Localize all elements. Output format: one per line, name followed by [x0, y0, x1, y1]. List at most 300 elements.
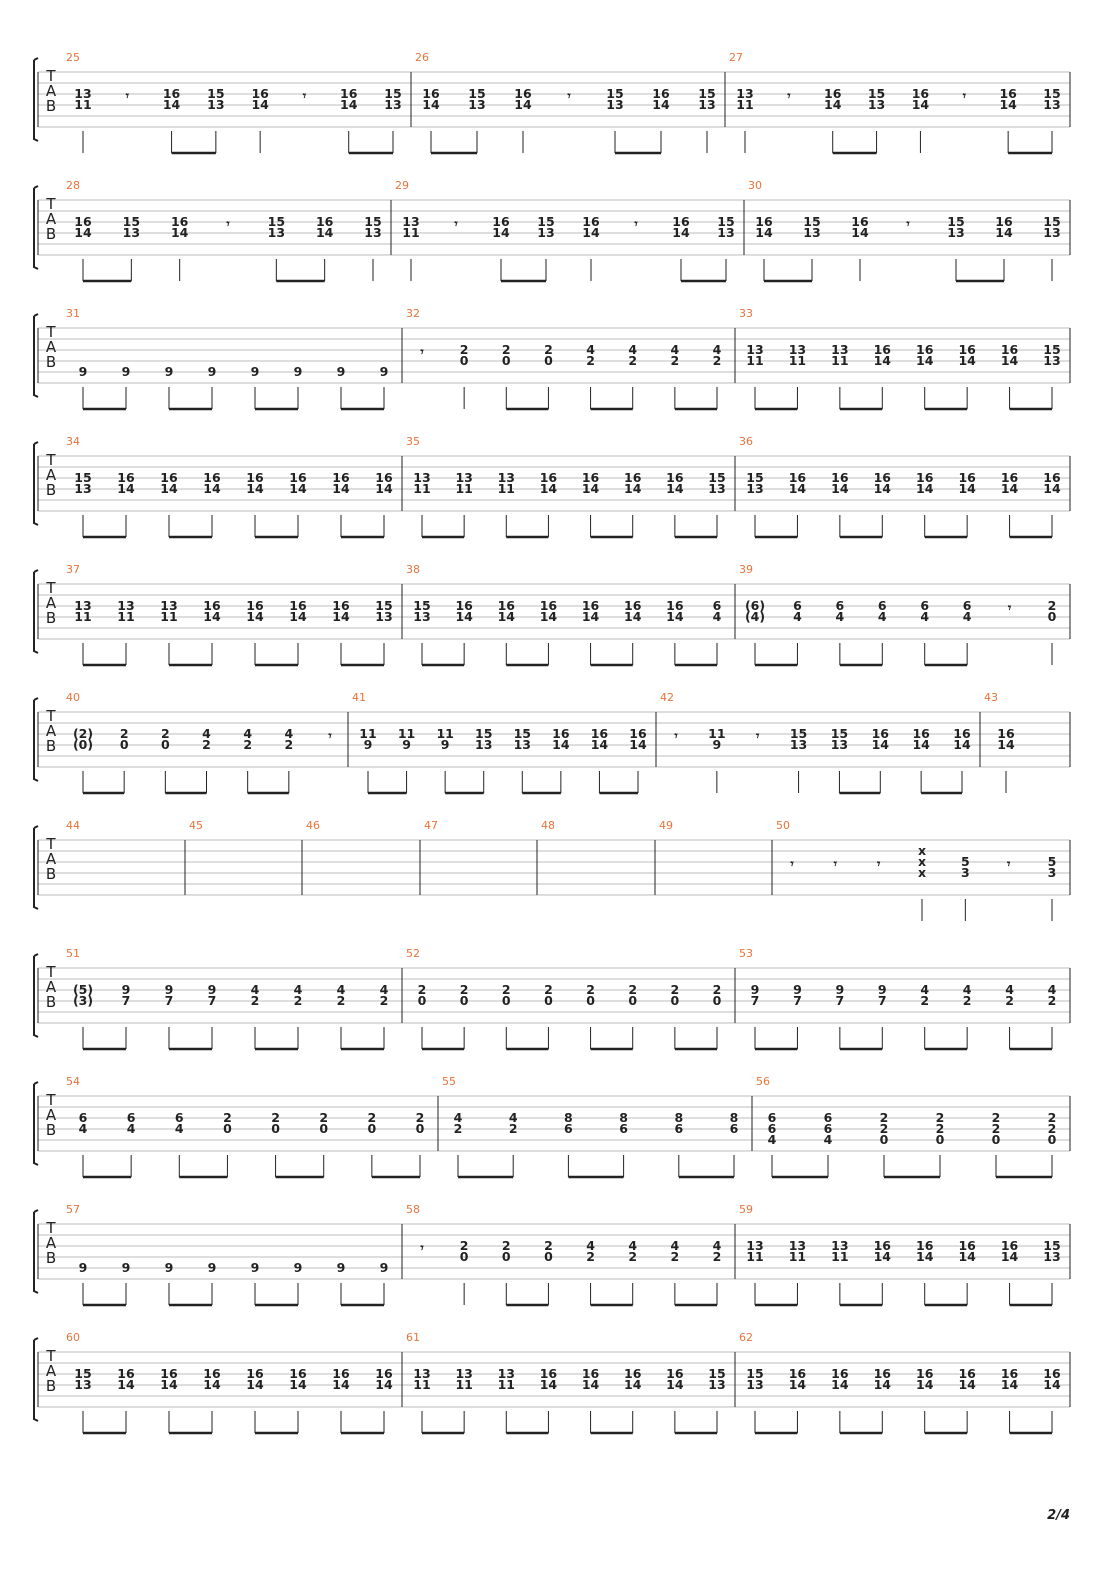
measure-number: 54: [66, 1075, 80, 1088]
eighth-rest: 𝄾: [833, 856, 837, 871]
fret-number: 4: [712, 609, 722, 624]
fret-number: 16: [788, 470, 807, 485]
fret-number: 2: [1047, 1110, 1057, 1125]
fret-number: 15: [122, 214, 141, 229]
fret-number: 11: [413, 1377, 431, 1392]
fret-number: 14: [916, 1249, 934, 1264]
fret-number: 16: [74, 214, 92, 229]
fret-number: 4: [1005, 982, 1014, 997]
fret-number: 4: [174, 1121, 184, 1136]
fret-number: 6: [835, 598, 845, 613]
fret-number: 11: [74, 97, 92, 112]
fret-number: 16: [624, 598, 642, 613]
fret-number: 15: [364, 214, 382, 229]
fret-number: (3): [72, 993, 94, 1008]
fret-number: 2: [1047, 993, 1057, 1008]
fret-number: 8: [619, 1110, 628, 1125]
fret-number: 14: [340, 97, 358, 112]
fret-number: 13: [746, 1377, 764, 1392]
fret-number: 4: [586, 1238, 595, 1253]
fret-number: 16: [916, 470, 934, 485]
fret-number: 0: [223, 1121, 232, 1136]
fret-number: 13: [606, 97, 624, 112]
fret-number: 4: [962, 982, 972, 997]
system-bracket: [34, 1338, 38, 1421]
fret-number: 14: [916, 481, 934, 496]
fret-number: 16: [422, 86, 440, 101]
fret-number: 7: [750, 993, 760, 1008]
fret-number: 4: [835, 609, 845, 624]
fret-number: 14: [375, 1377, 393, 1392]
fret-number: 13: [267, 225, 286, 240]
fret-number: 14: [332, 1377, 350, 1392]
tab-system: [34, 179, 1070, 281]
tab-clef-letter: B: [45, 865, 57, 883]
system-bracket: [34, 1210, 38, 1293]
measure: [424, 819, 438, 832]
fret-number: 4: [670, 342, 680, 357]
fret-number: 14: [160, 481, 178, 496]
fret-number: 16: [916, 1366, 934, 1381]
fret-number: 6: [564, 1121, 573, 1136]
fret-number: 16: [666, 1366, 684, 1381]
fret-number: 9: [336, 1260, 346, 1275]
measure-number: 40: [66, 691, 80, 704]
fret-number: 0: [367, 1121, 377, 1136]
fret-number: 2: [367, 1110, 377, 1125]
fret-number: 9: [121, 1260, 131, 1275]
measure-number: 41: [352, 691, 366, 704]
fret-number: 0: [319, 1121, 329, 1136]
fret-number: 2: [991, 1121, 1001, 1136]
fret-number: 14: [788, 481, 807, 496]
fret-number: 15: [867, 86, 886, 101]
fret-number: 14: [788, 1377, 807, 1392]
fret-number: 2: [501, 1238, 511, 1253]
measure: [66, 1331, 393, 1433]
fret-number: 13: [789, 737, 808, 752]
fret-number: 14: [755, 225, 773, 240]
fret-number: 14: [203, 1377, 221, 1392]
measure: [406, 435, 726, 537]
system-bracket: [34, 1082, 38, 1165]
fret-number: 2: [935, 1110, 945, 1125]
fret-number: 16: [160, 470, 178, 485]
fret-number: 16: [1000, 1366, 1019, 1381]
fret-number: 11: [455, 1377, 473, 1392]
fret-number: 2: [628, 353, 638, 368]
fret-number: 14: [332, 481, 350, 496]
fret-number: 14: [912, 737, 930, 752]
fret-number: 14: [582, 225, 600, 240]
fret-number: 6: [793, 598, 802, 613]
measure: [306, 819, 320, 832]
fret-number: 2: [459, 1238, 469, 1253]
fret-number: 16: [246, 1366, 264, 1381]
fret-number: (0): [72, 737, 94, 752]
fret-number: 16: [332, 470, 350, 485]
fret-number: 13: [74, 86, 92, 101]
measure-number: 42: [660, 691, 674, 704]
fret-number: 16: [289, 1366, 307, 1381]
fret-number: 2: [586, 1249, 595, 1264]
tab-system: [34, 1075, 1070, 1177]
measure-number: 33: [739, 307, 753, 320]
fret-number: 9: [293, 364, 303, 379]
fret-number: 11: [74, 609, 92, 624]
measure-number: 48: [541, 819, 555, 832]
fret-number: 13: [698, 97, 716, 112]
fret-number: 9: [712, 737, 722, 752]
fret-number: 14: [911, 97, 930, 112]
tab-clef-letter: B: [45, 1121, 57, 1139]
fret-number: 9: [78, 364, 88, 379]
fret-number: 11: [788, 1249, 807, 1264]
fret-number: 13: [364, 225, 382, 240]
fret-number: 2: [879, 1110, 889, 1125]
fret-number: 16: [1000, 1238, 1019, 1253]
measure-number: 61: [406, 1331, 420, 1344]
fret-number: 14: [117, 1377, 135, 1392]
measure: [541, 819, 555, 832]
fret-number: 2: [160, 726, 170, 741]
fret-number: 16: [315, 214, 334, 229]
fret-number: 16: [492, 214, 510, 229]
fret-number: 16: [666, 598, 684, 613]
measure-number: 31: [66, 307, 80, 320]
fret-number: 14: [916, 1377, 934, 1392]
fret-number: 16: [455, 598, 473, 613]
tab-clef-letter: B: [45, 737, 57, 755]
measure: [406, 1331, 726, 1433]
fret-number: 14: [514, 97, 532, 112]
fret-number: 13: [803, 225, 821, 240]
fret-number: 14: [170, 225, 189, 240]
fret-number: 14: [246, 609, 264, 624]
fret-number: 15: [267, 214, 286, 229]
fret-number: 16: [624, 1366, 642, 1381]
tab-system: [34, 435, 1070, 537]
fret-number: 14: [162, 97, 181, 112]
fret-number: 16: [497, 598, 515, 613]
fret-number: 15: [384, 86, 402, 101]
fret-number: 2: [670, 353, 680, 368]
measure: [352, 691, 647, 793]
fret-number: 2: [586, 353, 595, 368]
measure-number: 58: [406, 1203, 420, 1216]
fret-number: 6: [767, 1121, 777, 1136]
fret-number: 15: [468, 86, 486, 101]
system-bracket: [34, 954, 38, 1037]
fret-number: 14: [315, 225, 334, 240]
fret-number: 16: [916, 342, 934, 357]
fret-number: 13: [1043, 225, 1061, 240]
fret-number: 13: [122, 225, 141, 240]
fret-number: 13: [117, 598, 135, 613]
fret-number: 4: [712, 342, 722, 357]
fret-number: 14: [289, 1377, 307, 1392]
measure-number: 47: [424, 819, 438, 832]
fret-number: 14: [672, 225, 690, 240]
fret-number: x: [917, 865, 927, 880]
fret-number: 2: [991, 1110, 1001, 1125]
system-bracket: [34, 570, 38, 653]
fret-number: 16: [289, 470, 307, 485]
fret-number: 2: [935, 1121, 945, 1136]
fret-number: 16: [755, 214, 773, 229]
eighth-rest: 𝄾: [226, 216, 230, 231]
fret-number: 14: [958, 1249, 976, 1264]
fret-number: 9: [164, 364, 174, 379]
fret-number: 2: [453, 1121, 463, 1136]
tab-clef-letter: A: [45, 1106, 57, 1124]
tab-system: [34, 691, 1070, 793]
measure: [66, 1203, 388, 1305]
fret-number: 14: [246, 1377, 264, 1392]
fret-number: 14: [539, 1377, 558, 1392]
fret-number: 14: [958, 353, 976, 368]
fret-number: 13: [788, 1238, 807, 1253]
fret-number: 15: [717, 214, 735, 229]
fret-number: 13: [830, 737, 849, 752]
tab-system: [34, 51, 1070, 153]
fret-number: 14: [1043, 1377, 1061, 1392]
fret-number: 6: [174, 1110, 184, 1125]
eighth-rest: 𝄾: [674, 728, 678, 743]
fret-number: 2: [459, 342, 469, 357]
fret-number: 13: [413, 1366, 431, 1381]
fret-number: 13: [402, 214, 420, 229]
fret-number: 9: [164, 1260, 174, 1275]
measure-number: 27: [729, 51, 743, 64]
fret-number: 3: [1047, 865, 1057, 880]
tab-clef-letter: A: [45, 338, 57, 356]
measure-number: 30: [748, 179, 762, 192]
fret-number: 9: [877, 982, 887, 997]
fret-number: 13: [708, 481, 726, 496]
fret-number: 14: [581, 1377, 600, 1392]
tab-clef-letter: T: [46, 1091, 56, 1109]
fret-number: 16: [590, 726, 609, 741]
fret-number: 2: [628, 982, 638, 997]
tab-clef-letter: T: [46, 835, 56, 853]
fret-number: 9: [835, 982, 845, 997]
fret-number: 9: [164, 982, 174, 997]
fret-number: 5: [1047, 854, 1057, 869]
fret-number: 0: [586, 993, 595, 1008]
fret-number: 14: [74, 225, 92, 240]
fret-number: 16: [289, 598, 307, 613]
fret-number: 0: [712, 993, 722, 1008]
fret-number: 14: [873, 1377, 891, 1392]
fret-number: 14: [289, 481, 307, 496]
fret-number: 9: [250, 1260, 260, 1275]
fret-number: 0: [544, 993, 553, 1008]
fret-number: 14: [581, 481, 600, 496]
fret-number: 0: [879, 1132, 889, 1147]
fret-number: 11: [831, 353, 849, 368]
fret-number: 14: [629, 737, 647, 752]
measure: [739, 307, 1061, 409]
fret-number: 14: [1000, 1377, 1019, 1392]
measure-number: 35: [406, 435, 420, 448]
fret-number: 13: [475, 737, 493, 752]
fret-number: 16: [1043, 470, 1061, 485]
measure: [442, 1075, 739, 1177]
fret-number: 4: [767, 1132, 777, 1147]
fret-number: x: [917, 843, 927, 858]
fret-number: 7: [207, 993, 217, 1008]
measure-number: 25: [66, 51, 80, 64]
fret-number: 16: [582, 214, 600, 229]
tab-clef-letter: B: [45, 1249, 57, 1267]
fret-number: 9: [379, 1260, 389, 1275]
measure: [659, 819, 673, 832]
fret-number: 16: [873, 1238, 891, 1253]
fret-number: 11: [746, 353, 764, 368]
fret-number: 0: [544, 353, 553, 368]
tab-clef-letter: A: [45, 722, 57, 740]
fret-number: 16: [958, 1238, 976, 1253]
measure-number: 43: [984, 691, 998, 704]
measure-number: 37: [66, 563, 80, 576]
fret-number: 16: [539, 1366, 558, 1381]
fret-number: 15: [830, 726, 849, 741]
eighth-rest: 𝄾: [877, 856, 881, 871]
fret-number: 15: [413, 598, 431, 613]
fret-number: x: [917, 854, 927, 869]
measure: [660, 691, 971, 793]
fret-number: 13: [455, 1366, 473, 1381]
fret-number: 2: [670, 982, 680, 997]
measure: [739, 947, 1057, 1049]
fret-number: 4: [243, 726, 253, 741]
fret-number: 4: [78, 1121, 88, 1136]
measure-number: 51: [66, 947, 80, 960]
fret-number: 16: [629, 726, 647, 741]
fret-number: 14: [581, 609, 600, 624]
fret-number: 6: [823, 1110, 833, 1125]
tab-system: [34, 947, 1070, 1049]
fret-number: 15: [513, 726, 531, 741]
fret-number: (2): [72, 726, 94, 741]
fret-number: 4: [823, 1132, 833, 1147]
tab-clef-letter: A: [45, 466, 57, 484]
fret-number: 13: [74, 481, 92, 496]
eighth-rest: 𝄾: [962, 88, 966, 103]
fret-number: 14: [539, 609, 558, 624]
tab-clef-letter: B: [45, 97, 57, 115]
fret-number: 9: [402, 737, 411, 752]
fret-number: 16: [246, 598, 264, 613]
fret-number: 14: [590, 737, 609, 752]
fret-number: 13: [1043, 1249, 1061, 1264]
fret-number: 16: [958, 342, 976, 357]
tab-clef-letter: A: [45, 850, 57, 868]
measure: [66, 947, 389, 1049]
fret-number: 2: [284, 737, 294, 752]
fret-number: 16: [666, 470, 684, 485]
fret-number: 14: [1000, 481, 1019, 496]
fret-number: 14: [871, 737, 889, 752]
fret-number: 4: [453, 1110, 463, 1125]
fret-number: 4: [202, 726, 211, 741]
fret-number: (6): [744, 598, 766, 613]
fret-number: 11: [359, 726, 377, 741]
measure: [776, 819, 1056, 921]
fret-number: 16: [203, 470, 221, 485]
fret-number: 4: [126, 1121, 136, 1136]
fret-number: 16: [340, 86, 358, 101]
measure: [729, 51, 1061, 153]
fret-number: 2: [336, 993, 346, 1008]
tab-clef-letter: T: [46, 707, 56, 725]
tab-clef-letter: B: [45, 353, 57, 371]
fret-number: 2: [508, 1121, 518, 1136]
fret-number: 9: [121, 364, 131, 379]
fret-number: 16: [672, 214, 690, 229]
fret-number: 4: [293, 982, 303, 997]
measure-number: 62: [739, 1331, 753, 1344]
fret-number: 2: [501, 982, 511, 997]
measure-number: 56: [756, 1075, 770, 1088]
fret-number: 16: [871, 726, 889, 741]
tab-clef-letter: B: [45, 225, 57, 243]
fret-number: 16: [788, 1366, 807, 1381]
fret-number: 13: [746, 342, 764, 357]
fret-number: 15: [606, 86, 624, 101]
fret-number: 14: [666, 481, 684, 496]
fret-number: 2: [243, 737, 253, 752]
eighth-rest: 𝄾: [420, 1240, 424, 1255]
fret-number: 14: [995, 225, 1013, 240]
measure: [739, 1331, 1061, 1433]
system-bracket: [34, 58, 38, 141]
eighth-rest: 𝄾: [125, 88, 129, 103]
fret-number: 14: [624, 609, 642, 624]
measure: [739, 1203, 1061, 1305]
fret-number: 0: [1047, 1132, 1057, 1147]
fret-number: 6: [962, 598, 972, 613]
fret-number: 6: [619, 1121, 628, 1136]
fret-number: 13: [831, 1238, 849, 1253]
fret-number: 14: [831, 481, 849, 496]
fret-number: 13: [455, 470, 473, 485]
fret-number: 16: [251, 86, 269, 101]
fret-number: 2: [459, 982, 469, 997]
fret-number: 16: [162, 86, 181, 101]
fret-number: 2: [712, 1249, 722, 1264]
fret-number: 4: [793, 609, 802, 624]
fret-number: 14: [873, 1249, 891, 1264]
fret-number: 14: [1000, 1249, 1019, 1264]
fret-number: 16: [873, 1366, 891, 1381]
fret-number: 16: [953, 726, 971, 741]
fret-number: 16: [332, 598, 350, 613]
fret-number: 6: [729, 1121, 739, 1136]
fret-number: 13: [736, 86, 754, 101]
fret-number: 14: [497, 609, 515, 624]
fret-number: 0: [1047, 609, 1057, 624]
fret-number: 16: [911, 86, 930, 101]
measure-number: 45: [189, 819, 203, 832]
fret-number: 0: [501, 353, 511, 368]
fret-number: 11: [497, 1377, 515, 1392]
fret-number: 13: [831, 342, 849, 357]
fret-number: 11: [746, 1249, 764, 1264]
fret-number: 0: [628, 993, 638, 1008]
fret-number: 2: [544, 982, 553, 997]
